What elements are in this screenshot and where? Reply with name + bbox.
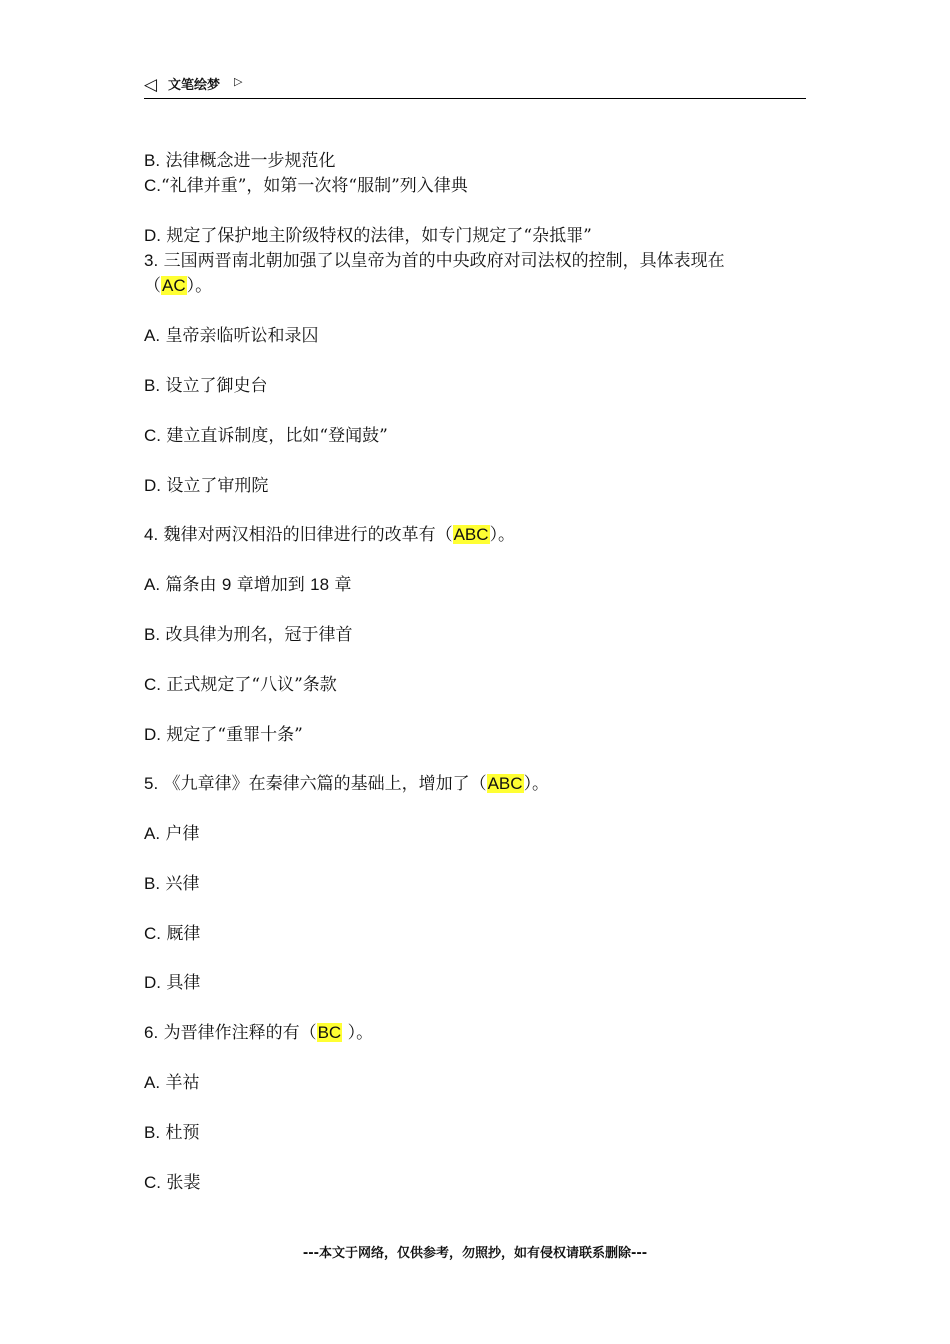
- question-3: 3. 三国两晋南北朝加强了以皇帝为首的中央政府对司法权的控制，具体表现在: [144, 251, 725, 271]
- option-q5-c: C. 厩律: [144, 924, 201, 944]
- option-q3-b: B. 设立了御史台: [144, 376, 268, 396]
- option-q2-d: D. 规定了保护地主阶级特权的法律，如专门规定了“杂抵罪”: [144, 226, 592, 246]
- option-q6-a: A. 羊祜: [144, 1073, 200, 1093]
- option-q6-b: B. 杜预: [144, 1123, 200, 1143]
- option-q4-a: A. 篇条由 9 章增加到 18 章: [144, 575, 352, 595]
- answer-highlight: ABC: [453, 525, 489, 544]
- answer-highlight: BC: [317, 1023, 342, 1042]
- page-footer: ---本文于网络，仅供参考，勿照抄，如有侵权请联系删除---: [302, 1246, 648, 1261]
- option-q5-b: B. 兴律: [144, 874, 200, 894]
- header-brand: 文笔绘梦: [168, 78, 221, 93]
- question-5: 5. 《九章律》在秦律六篇的基础上，增加了（ABC）。: [144, 774, 550, 794]
- option-q4-b: B. 改具律为刑名，冠于律首: [144, 625, 353, 645]
- option-q4-c: C. 正式规定了“八议”条款: [144, 675, 337, 695]
- option-q5-d: D. 具律: [144, 973, 201, 993]
- option-q6-c: C. 张裴: [144, 1173, 201, 1193]
- option-q3-c: C. 建立直诉制度，比如“登闻鼓”: [144, 426, 388, 446]
- option-q2-b: B. 法律概念进一步规范化: [144, 151, 336, 171]
- page-header: [144, 72, 806, 99]
- triangle-left-icon: ◁: [144, 75, 158, 95]
- option-q3-d: D. 设立了审刑院: [144, 476, 269, 496]
- answer-highlight: AC: [162, 276, 186, 295]
- question-6: 6. 为晋律作注释的有（BC ）。: [144, 1023, 374, 1043]
- answer-highlight: ABC: [487, 774, 523, 793]
- option-q2-c: C.“礼律并重”，如第一次将“服制”列入律典: [144, 176, 468, 196]
- triangle-right-icon: ▷: [234, 75, 243, 88]
- question-4: 4. 魏律对两汉相沿的旧律进行的改革有（ABC）。: [144, 525, 516, 545]
- option-q3-a: A. 皇帝亲临听讼和录囚: [144, 326, 319, 346]
- option-q5-a: A. 户律: [144, 824, 200, 844]
- question-3-answer-line: （AC）。: [144, 276, 213, 296]
- option-q4-d: D. 规定了“重罪十条”: [144, 725, 303, 745]
